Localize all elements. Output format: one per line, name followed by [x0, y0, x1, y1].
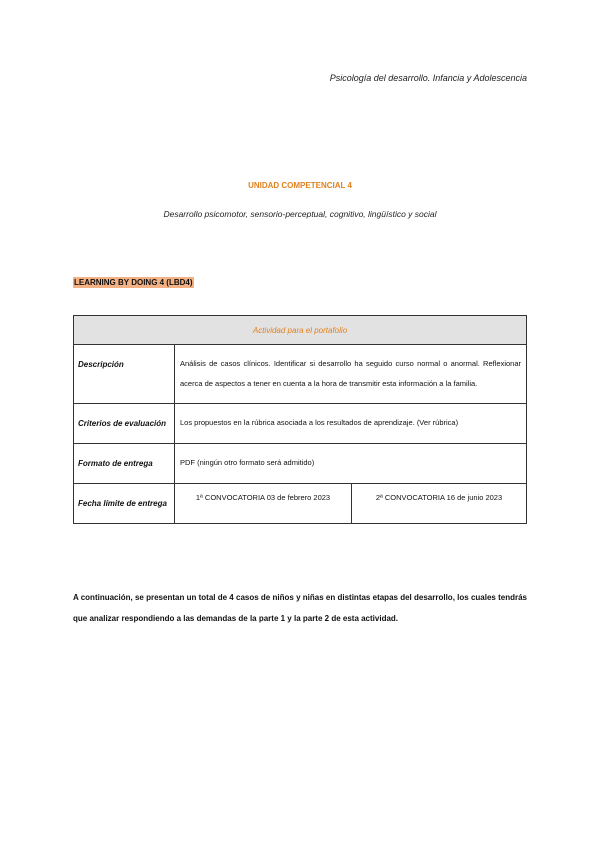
- row-value: Los propuestos en la rúbrica asociada a los resultados de aprendizaje. (Ver rúbrica): [175, 404, 527, 444]
- table-row: [74, 444, 527, 484]
- row-label: Criterios de evaluación: [74, 404, 175, 444]
- row-label: Descripción: [74, 345, 175, 404]
- activity-tag: LEARNING BY DOING 4 (LBD4): [74, 278, 193, 287]
- unit-subtitle: Desarrollo psicomotor, sensorio-perceptual, cognitivo, lingüístico y social: [163, 209, 437, 219]
- first-call-date: 1ª CONVOCATORIA 03 de febrero 2023: [175, 484, 352, 524]
- row-label: Formato de entrega: [74, 444, 175, 484]
- row-value: PDF (ningún otro formato será admitido): [175, 444, 527, 484]
- row-label: Fecha límite de entrega: [74, 484, 175, 524]
- table-row: [74, 345, 527, 404]
- table-header-row: [74, 316, 527, 345]
- table-row: [74, 484, 527, 524]
- intro-paragraph: A continuación, se presentan un total de 4 casos de niños y niñas en distintas etapas del desarrollo, los cuales tendrás que analizar respondiendo a las demandas de la parte 1 y la parte 2 de esta actividad.: [73, 593, 527, 623]
- second-call-date: 2ª CONVOCATORIA 16 de junio 2023: [352, 484, 527, 524]
- table-row: [74, 404, 527, 444]
- course-title: Psicología del desarrollo. Infancia y Adolescencia: [329, 73, 527, 83]
- portfolio-table: [73, 315, 527, 524]
- table-heading: Actividad para el portafolio: [74, 316, 527, 345]
- unit-title: UNIDAD COMPETENCIAL 4: [248, 181, 352, 190]
- row-value: Análisis de casos clínicos. Identificar si desarrollo ha seguido curso normal o anormal. Reflexionar acerca de aspectos a tener en cuenta a la hora de transmitir esta información a la familia.: [175, 345, 527, 404]
